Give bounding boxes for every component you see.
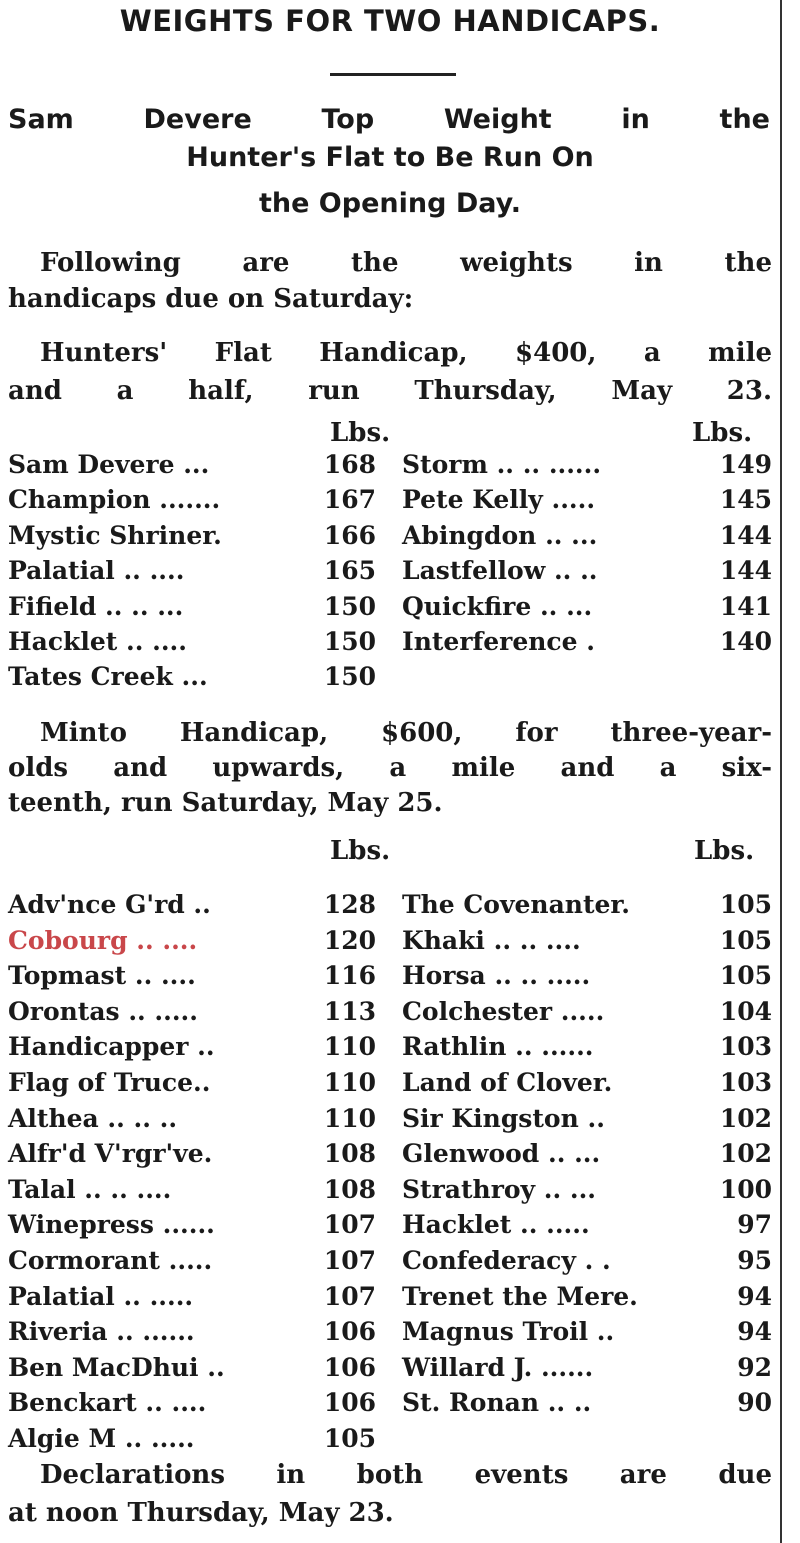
horse-name: Topmast .. .... [8, 961, 196, 991]
entry-row [402, 1139, 772, 1168]
horse-name: Flag of Truce.. [8, 1068, 211, 1097]
weight: 150 [323, 662, 376, 692]
horse-name: Alfr'd V'rgr've. [8, 1139, 213, 1169]
weight: 102 [719, 1139, 772, 1169]
weight: 140 [719, 627, 772, 656]
horse-name: Adv'nce G'rd .. [8, 890, 211, 919]
weight: 108 [323, 1174, 376, 1204]
horse-name: Colchester ..... [402, 996, 605, 1026]
weight: 106 [323, 1352, 376, 1382]
subhead-line: Hunter's Flat to Be Run On [186, 142, 594, 173]
horse-name: Handicapper .. [8, 1032, 215, 1062]
weight: 103 [719, 1068, 772, 1097]
entry-row [8, 1388, 376, 1417]
weight: 166 [323, 520, 376, 550]
race2-desc: Minto Handicap, $600, for three-year- [40, 718, 772, 748]
entry-row [402, 1246, 772, 1275]
closing-line: Declarations in both events are due [40, 1460, 772, 1490]
intro-line: handicaps due on Saturday: [8, 284, 414, 314]
weight: 107 [323, 1246, 376, 1275]
lbs-header: Lbs. [692, 418, 753, 448]
entry-row [8, 1317, 376, 1346]
lbs-header: Lbs. [330, 836, 391, 866]
entry-row [402, 1353, 772, 1382]
entry-row [8, 1210, 376, 1239]
weight: 144 [719, 520, 772, 550]
weight: 110 [323, 1103, 376, 1133]
entry-row [8, 450, 376, 479]
entry-row [8, 1104, 376, 1133]
weight: 102 [719, 1103, 772, 1133]
horse-name: Sam Devere ... [8, 450, 210, 479]
weight: 116 [323, 961, 376, 991]
weight: 104 [719, 996, 772, 1026]
weight: 95 [737, 1246, 772, 1275]
divider [330, 73, 456, 76]
race2-desc: teenth, run Saturday, May 25. [8, 788, 443, 818]
entry-row [402, 1104, 772, 1133]
horse-name: Lastfellow .. .. [402, 556, 598, 586]
horse-name: Quickfire .. ... [402, 591, 593, 621]
entry-row [8, 627, 376, 656]
weight: 94 [737, 1317, 772, 1347]
horse-name: Confederacy . . [402, 1246, 611, 1275]
entry-row [402, 1317, 772, 1346]
horse-name: Cobourg .. .... [8, 925, 198, 955]
entry-row [402, 1175, 772, 1204]
weight: 105 [323, 1424, 376, 1453]
entry-row [8, 556, 376, 585]
entry-row [8, 997, 376, 1026]
entry-row [8, 1424, 376, 1453]
weight: 167 [323, 485, 376, 515]
entry-row [402, 1210, 772, 1239]
entry-row [402, 1068, 772, 1097]
horse-name: The Covenanter. [402, 890, 630, 919]
horse-name: Orontas .. ..... [8, 996, 198, 1026]
weight: 106 [323, 1388, 376, 1418]
horse-name: Winepress ...... [8, 1210, 215, 1240]
race1-desc: Hunters' Flat Handicap, $400, a mile [40, 338, 772, 368]
horse-name: Interference . [402, 627, 595, 656]
weight: 97 [737, 1210, 772, 1240]
weight: 108 [323, 1139, 376, 1169]
horse-name: Storm .. .. ...... [402, 450, 602, 479]
weight: 110 [323, 1032, 376, 1062]
entry-row [402, 485, 772, 514]
entry-row [8, 1175, 376, 1204]
weight: 150 [323, 627, 376, 656]
horse-name: Abingdon .. ... [402, 520, 598, 550]
horse-name: Land of Clover. [402, 1068, 613, 1097]
entry-row [402, 1032, 772, 1061]
weight: 106 [323, 1317, 376, 1347]
entry-row [402, 627, 772, 656]
entry-row [8, 592, 376, 621]
entry-row [402, 1282, 772, 1311]
weight: 144 [719, 556, 772, 586]
race1-desc: and a half, run Thursday, May 23. [8, 376, 772, 406]
weight: 128 [323, 890, 376, 919]
entry-row [402, 997, 772, 1026]
weight: 105 [719, 925, 772, 955]
horse-name: Khaki .. .. .... [402, 925, 581, 955]
entry-row [402, 592, 772, 621]
horse-name: Strathroy .. ... [402, 1174, 596, 1204]
horse-name: Trenet the Mere. [402, 1281, 638, 1311]
entry-row [8, 521, 376, 550]
horse-name: Magnus Troil .. [402, 1317, 615, 1347]
entry-row [8, 1353, 376, 1382]
weight: 110 [323, 1068, 376, 1097]
entry-row [402, 926, 772, 955]
horse-name: Palatial .. ..... [8, 1281, 194, 1311]
horse-name: Horsa .. .. ..... [402, 961, 591, 991]
weight: 120 [323, 925, 376, 955]
entry-row [402, 890, 772, 919]
horse-name: Cormorant ..... [8, 1246, 213, 1275]
entry-row [8, 1282, 376, 1311]
horse-name: Tates Creek ... [8, 662, 208, 692]
weight: 107 [323, 1210, 376, 1240]
entry-row [402, 1388, 772, 1417]
horse-name: Benckart .. .... [8, 1388, 207, 1418]
weight: 149 [719, 450, 772, 479]
horse-name: Hacklet .. ..... [402, 1210, 590, 1240]
weight: 150 [323, 591, 376, 621]
lbs-header: Lbs. [330, 418, 391, 448]
horse-name: Althea .. .. .. [8, 1103, 178, 1133]
horse-name: Pete Kelly ..... [402, 485, 596, 515]
weight: 105 [719, 890, 772, 919]
entry-row [402, 961, 772, 990]
weight: 113 [323, 996, 376, 1026]
entry-row [8, 961, 376, 990]
subhead-line: the Opening Day. [258, 188, 522, 219]
headline: WEIGHTS FOR TWO HANDICAPS. [119, 4, 661, 38]
weight: 90 [737, 1388, 772, 1418]
entry-row [8, 1139, 376, 1168]
subhead-line: Sam Devere Top Weight in the [8, 104, 770, 135]
horse-name: Mystic Shriner. [8, 520, 222, 550]
closing-line: at noon Thursday, May 23. [8, 1498, 394, 1528]
horse-name: Willard J. ...... [402, 1352, 594, 1382]
horse-name: Riveria .. ...... [8, 1317, 195, 1347]
race2-desc: olds and upwards, a mile and a six- [8, 753, 772, 783]
weight: 168 [323, 450, 376, 479]
entry-row [402, 556, 772, 585]
entry-row [402, 450, 772, 479]
horse-name: Glenwood .. ... [402, 1139, 601, 1169]
entry-row [8, 926, 376, 955]
horse-name: Palatial .. .... [8, 556, 185, 586]
horse-name: Fifield .. .. ... [8, 591, 184, 621]
weight: 103 [719, 1032, 772, 1062]
entry-row [402, 521, 772, 550]
weight: 92 [737, 1352, 772, 1382]
horse-name: Sir Kingston .. [402, 1103, 605, 1133]
entry-row [8, 662, 376, 691]
horse-name: St. Ronan .. .. [402, 1388, 592, 1418]
entry-row [8, 1246, 376, 1275]
weight: 145 [719, 485, 772, 515]
weight: 94 [737, 1281, 772, 1311]
weight: 141 [719, 591, 772, 621]
weight: 107 [323, 1281, 376, 1311]
horse-name: Talal .. .. .... [8, 1174, 172, 1204]
weight: 105 [719, 961, 772, 991]
horse-name: Rathlin .. ...... [402, 1032, 594, 1062]
entry-row [8, 485, 376, 514]
horse-name: Algie M .. ..... [8, 1424, 195, 1453]
horse-name: Hacklet .. .... [8, 627, 187, 656]
lbs-header: Lbs. [694, 836, 755, 866]
weight: 100 [719, 1174, 772, 1204]
entry-row [8, 1032, 376, 1061]
entry-row [8, 1068, 376, 1097]
entry-row [8, 890, 376, 919]
horse-name: Champion ....... [8, 485, 221, 515]
intro-line: Following are the weights in the [40, 248, 772, 278]
weight: 165 [323, 556, 376, 586]
horse-name: Ben MacDhui .. [8, 1352, 225, 1382]
